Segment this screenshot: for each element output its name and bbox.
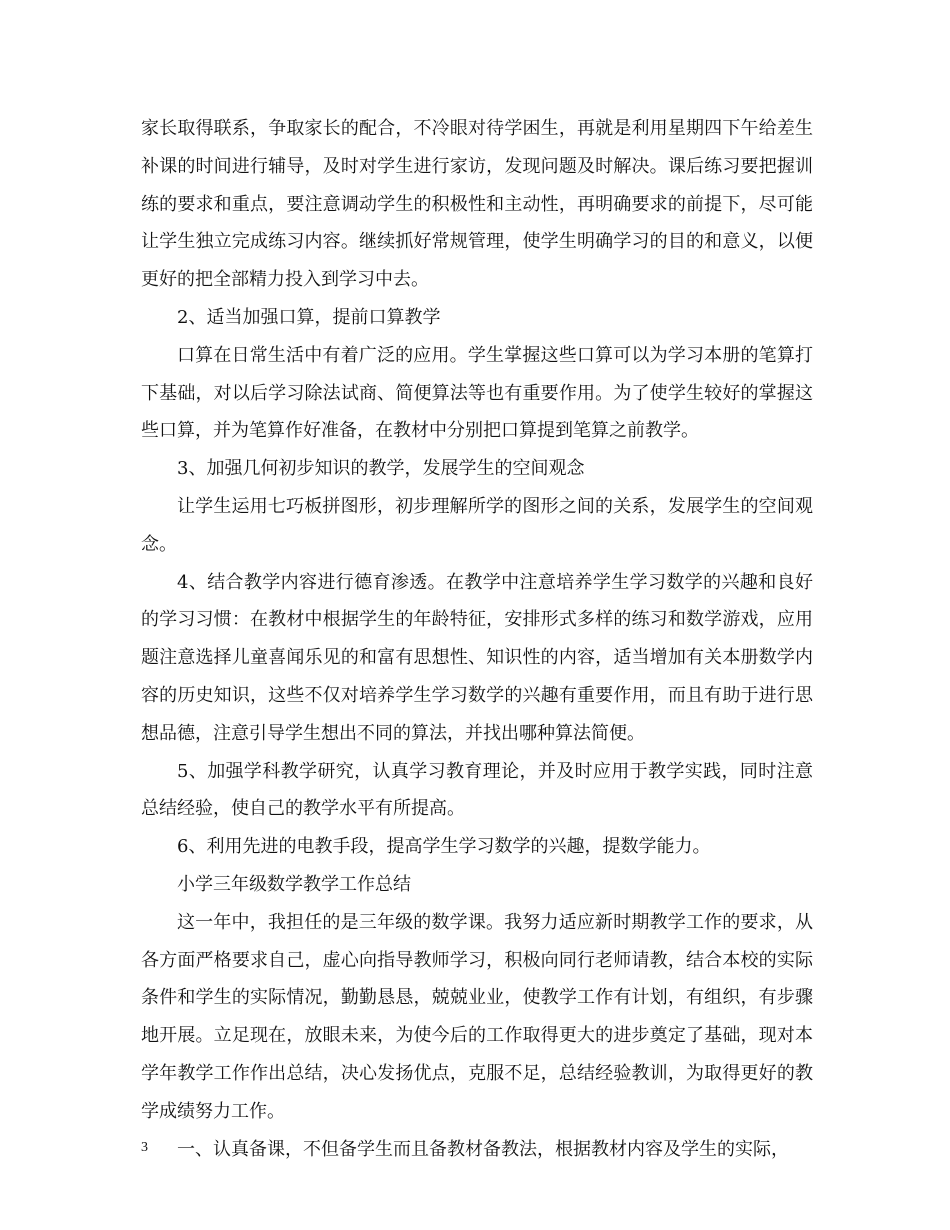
paragraph-11: 一、认真备课，不但备学生而且备教材备教法，根据教材内容及学生的实际， [177,1138,789,1160]
section-title: 小学三年级数学教学工作总结 [177,873,411,895]
paragraph-2-heading: 2、适当加强口算，提前口算教学 [177,306,441,328]
paragraph-7: 5、加强学科教学研究，认真学习教育理论，并及时应用于教学实践，同时注意总结经验，使自己的教学水平有所提高。 [141,760,813,820]
paragraph-8: 6、利用先进的电教手段，提高学生学习数学的兴趣，提数学能力。 [177,836,711,858]
paragraph-4-heading: 3、加强几何初步知识的教学，发展学生的空间观念 [177,458,585,480]
paragraph-10: 这一年中，我担任的是三年级的数学课。我努力适应新时期教学工作的要求，从各方面严格要求自己，虚心向指导教师学习，积极向同行老师请教，结合本校的实际条件和学生的实际情况，勤勤恳恳，兢兢业业，使教学工作有计划，有组织，有步骤地开展。立足现在，放眼未来，为使今后的工作取得更大的进步奠定了基础，现对本学年教学工作作出总结，决心发扬优点，克服不足，总结经验教训，为取得更好的教学成绩努力工作。 [141,911,813,1122]
paragraph-6: 4、结合教学内容进行德育渗透。在教学中注意培养学生学习数学的兴趣和良好的学习习惯：在教材中根据学生的年龄特征，安排形式多样的练习和数学游戏，应用题注意选择儿童喜闻乐见的和富有思想性、知识性的内容，适当增加有关本册数学内容的历史知识，这些不仅对培养学生学习数学的兴趣有重要作用，而且有助于进行思想品德，注意引导学生想出不同的算法，并找出哪种算法简便。 [141,571,813,744]
paragraph-1: 家长取得联系，争取家长的配合，不冷眼对待学困生，再就是利用星期四下午给差生补课的时间进行辅导，及时对学生进行家访，发现问题及时解决。课后练习要把握训练的要求和重点，要注意调动学生的积极性和主动性，再明确要求的前提下，尽可能让学生独立完成练习内容。继续抓好常规管理，使学生明确学习的目的和意义，以便更好的把全部精力投入到学习中去。 [141,118,813,291]
paragraph-3: 口算在日常生活中有着广泛的应用。学生掌握这些口算可以为学习本册的笔算打下基础，对以后学习除法试商、简便算法等也有重要作用。为了使学生较好的掌握这些口算，并为笔算作好准备，在教材中分别把口算提到笔算之前教学。 [141,344,813,442]
document-body [141,110,813,1168]
paragraph-5: 让学生运用七巧板拼图形，初步理解所学的图形之间的关系，发展学生的空间观念。 [141,495,813,555]
page-number: 3 [141,1140,148,1155]
